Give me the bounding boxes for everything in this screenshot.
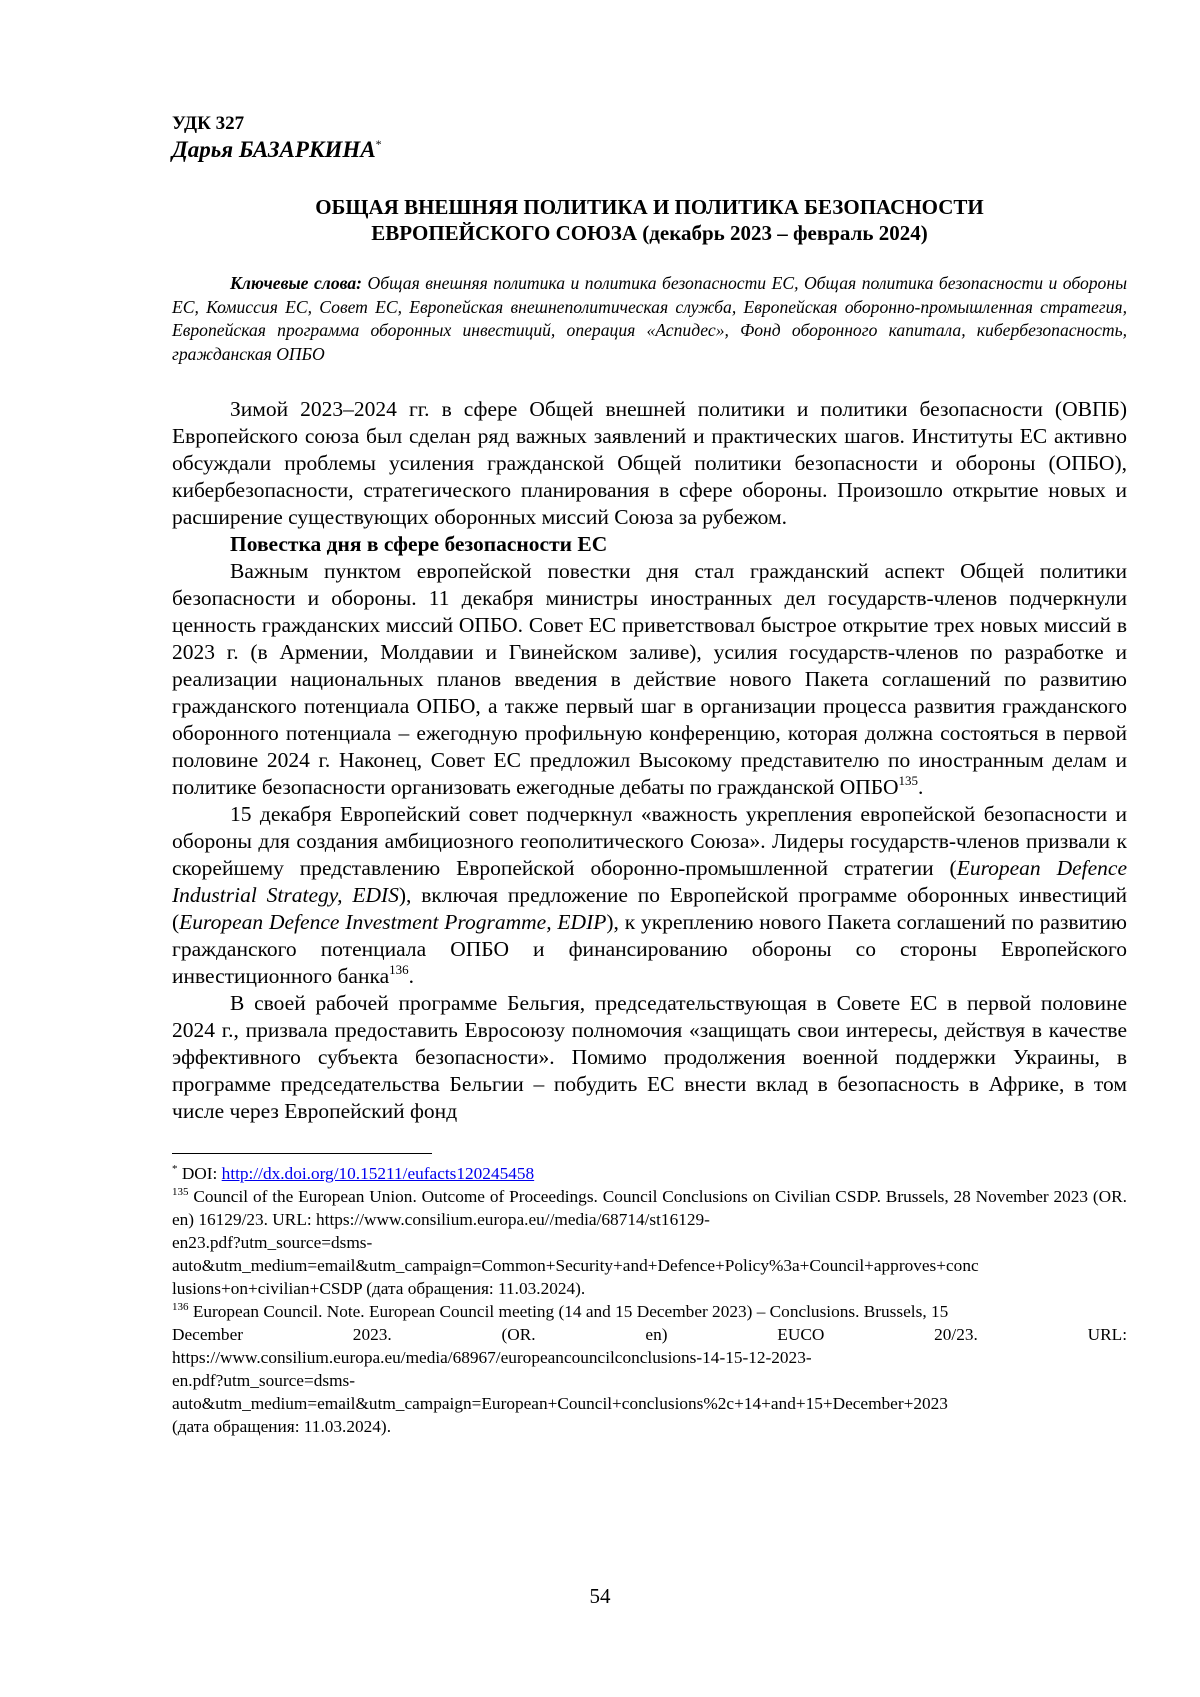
paragraph-1: Зимой 2023–2024 гг. в сфере Общей внешней политики и политики безопасности (ОВПБ) Европейского союза был сделан ряд важных заявлений и практических шагов. Институты ЕС активно обсуждали проблемы усиления гражданской Общей политики безопасности и обороны (ОПБО), кибербезопасности, стратегического планирования в сфере обороны. Произошло открытие новых и расширение существующих оборонных миссий Союза за рубежом. [172, 397, 1127, 529]
keywords [172, 272, 1127, 366]
title-line-2: ЕВРОПЕЙСКОГО СОЮЗА (декабрь 2023 – февраль 2024) [371, 221, 928, 245]
udk-code: УДК 327 [172, 113, 245, 134]
footnote-135-text: Council of the European Union. Outcome of Proceedings. Council Conclusions on Civilian CSDP. Brussels, 28 November 2023 (OR. en) 16129/23. URL: https://www.consilium.europa.eu//media/68714/st16129- [172, 1187, 1127, 1229]
title-line-1: ОБЩАЯ ВНЕШНЯЯ ПОЛИТИКА И ПОЛИТИКА БЕЗОПАСНОСТИ [315, 195, 984, 219]
footnote-doi-label: DOI: [177, 1164, 222, 1183]
footnote-136-line-4: en.pdf?utm_source=dsms- [172, 1371, 355, 1390]
footnote-doi-mark: * [172, 1163, 178, 1175]
doi-link[interactable]: http://dx.doi.org/10.15211/eufacts120245458 [221, 1164, 535, 1183]
paragraph-2-end: . [918, 775, 924, 799]
paragraph-4: В своей рабочей программе Бельгия, председательствующая в Совете ЕС в первой половине 2024 г., призвала предоставить Евросоюзу полномочия «защищать свои интересы, действуя в качестве эффективного субъекта безопасности». Помимо продолжения военной поддержки Украины, в программе председательства Бельгии – побудить ЕС внести вклад в безопасность в Африке, в том числе через Европейский фонд [172, 991, 1127, 1123]
paragraph-3-text-c: ), к укреплению нового Пакета соглашений по развитию гражданского потенциала ОПБО и финансированию обороны со стороны Европейского инвестиционного банка [172, 910, 1127, 988]
paragraph-3-text-a: 15 декабря Европейский совет подчеркнул «важность укрепления европейской безопасности и обороны для создания амбициозного геополитического Союза». Лидеры государств-членов призвали к скорейшему представлению Европейской оборонно-промышленной стратегии ( [172, 802, 1127, 880]
document-page [172, 112, 1127, 1438]
keywords-label: Ключевые слова: [230, 273, 363, 293]
footnote-136-mark: 136 [172, 1301, 189, 1313]
footnote-136-line-6: (дата обращения: 11.03.2024). [172, 1417, 392, 1436]
paragraph-2-text: Важным пунктом европейской повестки дня стал гражданский аспект Общей политики безопасности и обороны. 11 декабря министры иностранных дел государств-членов подчеркнули ценность гражданских миссий ОПБО. Совет ЕС приветствовал быстрое открытие трех новых миссий в 2023 г. (в Армении, Молдавии и Гвинейском заливе), усилия государств-членов по разработке и реализации национальных планов введения в действие нового Пакета соглашений по развитию гражданского потенциала ОПБО, а также первый шаг в организации процесса развития гражданского оборонного потенциала – ежегодную профильную конференцию, которая должна состояться в первой половине 2024 г. Наконец, Совет ЕС предложил Высокому представителю по иностранным делам и политике безопасности организовать ежегодные дебаты по гражданской ОПБО [172, 559, 1127, 799]
footnote-135-line-3: auto&utm_medium=email&utm_campaign=Common+Security+and+Defence+Policy%3a+Council+approves+conc [172, 1256, 979, 1275]
paragraph-3-end: . [408, 964, 415, 988]
footnote-136 [172, 1300, 1127, 1438]
author-footnote-mark[interactable]: * [375, 137, 382, 151]
paragraph-3-italic-1: European Defence Industrial Strategy, EDIS [172, 856, 1127, 907]
author-name [172, 136, 1127, 164]
page-number: 54 [589, 1584, 611, 1608]
footnote-136-line-1 [172, 1300, 1127, 1323]
footnote-doi [172, 1162, 1127, 1185]
paragraph-2 [172, 558, 1127, 801]
footnote-135 [172, 1185, 1127, 1300]
footnote-135-mark: 135 [172, 1186, 189, 1198]
author-name-text: Дарья БАЗАРКИНА [172, 137, 376, 162]
footnote-136-text: European Council. Note. European Council meeting (14 and 15 December 2023) – Conclusions. Brussels, 15 [188, 1302, 949, 1321]
paragraph-3-text-b: ), включая предложение по Европейской программе оборонных инвестиций ( [172, 883, 1127, 934]
footnote-separator [172, 1153, 432, 1154]
footnote-136-line-5: auto&utm_medium=email&utm_campaign=European+Council+conclusions%2c+14+and+15+December+2023 [172, 1394, 948, 1413]
footnote-135-line-2: en23.pdf?utm_source=dsms- [172, 1233, 373, 1252]
footnote-135-line-4: lusions+on+civilian+CSDP (дата обращения: 11.03.2024). [172, 1279, 586, 1298]
keywords-text: Общая внешняя политика и политика безопасности ЕС, Общая политика безопасности и обороны ЕС, Комиссия ЕС, Совет ЕС, Европейская внешнеполитическая служба, Европейская оборонно-промышленная стратегия, Европейская программа оборонных инвестиций, операция «Аспидес», Фонд оборонного капитала, кибербезопасность, гражданская ОПБО [172, 273, 1127, 364]
footnote-ref-135[interactable]: 135 [898, 773, 919, 788]
article-body [172, 396, 1127, 1125]
section-heading: Повестка дня в сфере безопасности ЕС [230, 532, 608, 556]
footnote-135-line-1 [172, 1185, 1127, 1231]
footnote-ref-136[interactable]: 136 [389, 962, 409, 977]
footnote-136-line-3: https://www.consilium.europa.eu/media/68967/europeancouncilconclusions-14-15-12-2023- [172, 1348, 812, 1367]
paragraph-3-italic-2: European Defence Investment Programme, EDIP [179, 910, 607, 934]
footnote-136-line-2: December 2023. (OR. en) EUCO 20/23. URL: [172, 1325, 1127, 1344]
article-title [172, 194, 1127, 246]
paragraph-3 [172, 801, 1127, 990]
